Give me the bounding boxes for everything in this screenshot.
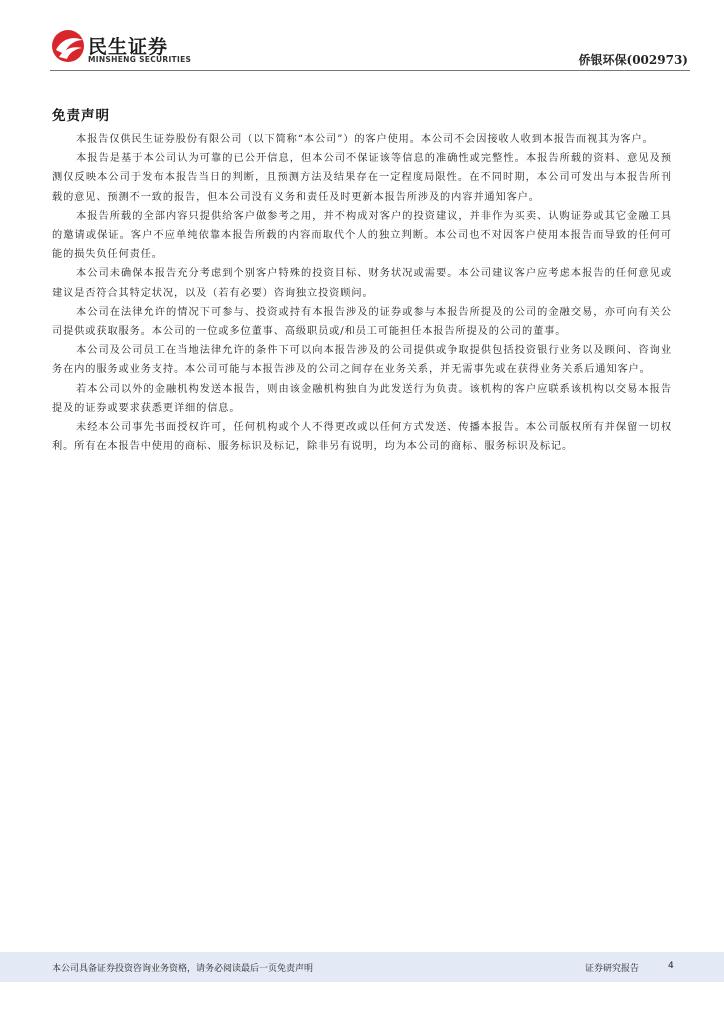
- page-header: [0, 0, 724, 72]
- disclaimer-paragraph: 本公司未确保本报告充分考虑到个别客户特殊的投资目标、财务状况或需要。本公司建议客户应考虑本报告的任何意见或建议是否符合其特定状况，以及（若有必要）咨询独立投资顾问。: [52, 268, 672, 299]
- disclaimer-paragraph: 本报告所载的全部内容只提供给客户做参考之用，并不构成对客户的投资建议，并非作为买卖、认购证券或其它金融工具的邀请或保证。客户不应单纯依靠本报告所载的内容而取代个人的独立判断。本公司也不对因客户使用本报告而导致的任何可能的损失负任何责任。: [52, 210, 672, 261]
- minsheng-logo: [50, 28, 190, 68]
- header-divider: [50, 70, 690, 71]
- disclaimer-paragraph: 本公司及公司员工在当地法律允许的条件下可以向本报告涉及的公司提供或争取提供包括投资银行业务以及顾问、咨询业务在内的服务或业务支持。本公司可能与本报告涉及的公司之间存在业务关系，并无需事先或在获得业务关系后通知客户。: [52, 345, 672, 376]
- logo-chinese-name: 民生证券: [88, 36, 169, 58]
- minsheng-logo-icon: [50, 28, 90, 68]
- disclaimer-body: [52, 130, 672, 456]
- section-title: 免责声明: [52, 108, 110, 124]
- company-ticker: 侨银环保(002973): [578, 53, 688, 67]
- disclaimer-paragraph: 若本公司以外的金融机构发送本报告，则由该金融机构独自为此发送行为负责。该机构的客户应联系该机构以交易本报告提及的证券或要求获悉更详细的信息。: [52, 383, 672, 414]
- disclaimer-paragraph: 本报告仅供民生证券股份有限公司（以下简称“本公司”）的客户使用。本公司不会因接收人收到本报告而视其为客户。: [76, 134, 654, 145]
- disclaimer-paragraph: 本报告是基于本公司认为可靠的已公开信息，但本公司不保证该等信息的准确性或完整性。本报告所载的资料、意见及预测仅反映本公司于发布本报告当日的判断，且预测方法及结果存在一定程度局限性。在不同时期，本公司可发出与本报告所刊载的意见、预测不一致的报告，但本公司没有义务和责任及时更新本报告所涉及的内容并通知客户。: [52, 153, 672, 203]
- logo-english-name: MINSHENG SECURITIES: [88, 55, 192, 64]
- footer-report-type: 证券研究报告: [585, 964, 640, 974]
- footer-qualification-note: 本公司具备证券投资咨询业务资格，请务必阅读最后一页免责声明: [52, 964, 314, 974]
- disclaimer-paragraph: 未经本公司事先书面授权许可，任何机构或个人不得更改或以任何方式发送、传播本报告。本公司版权所有并保留一切权利。所有在本报告中使用的商标、服务标识及标记，除非另有说明，均为本公司的商标、服务标识及标记。: [52, 422, 672, 453]
- disclaimer-paragraph: 本公司在法律允许的情况下可参与、投资或持有本报告涉及的证券或参与本报告所提及的公司的金融交易，亦可向有关公司提供或获取服务。本公司的一位或多位董事、高级职员或/和员工可能担任本报告所提及的公司的董事。: [52, 306, 672, 338]
- page-number: 4: [668, 961, 674, 971]
- page-footer: [0, 952, 724, 982]
